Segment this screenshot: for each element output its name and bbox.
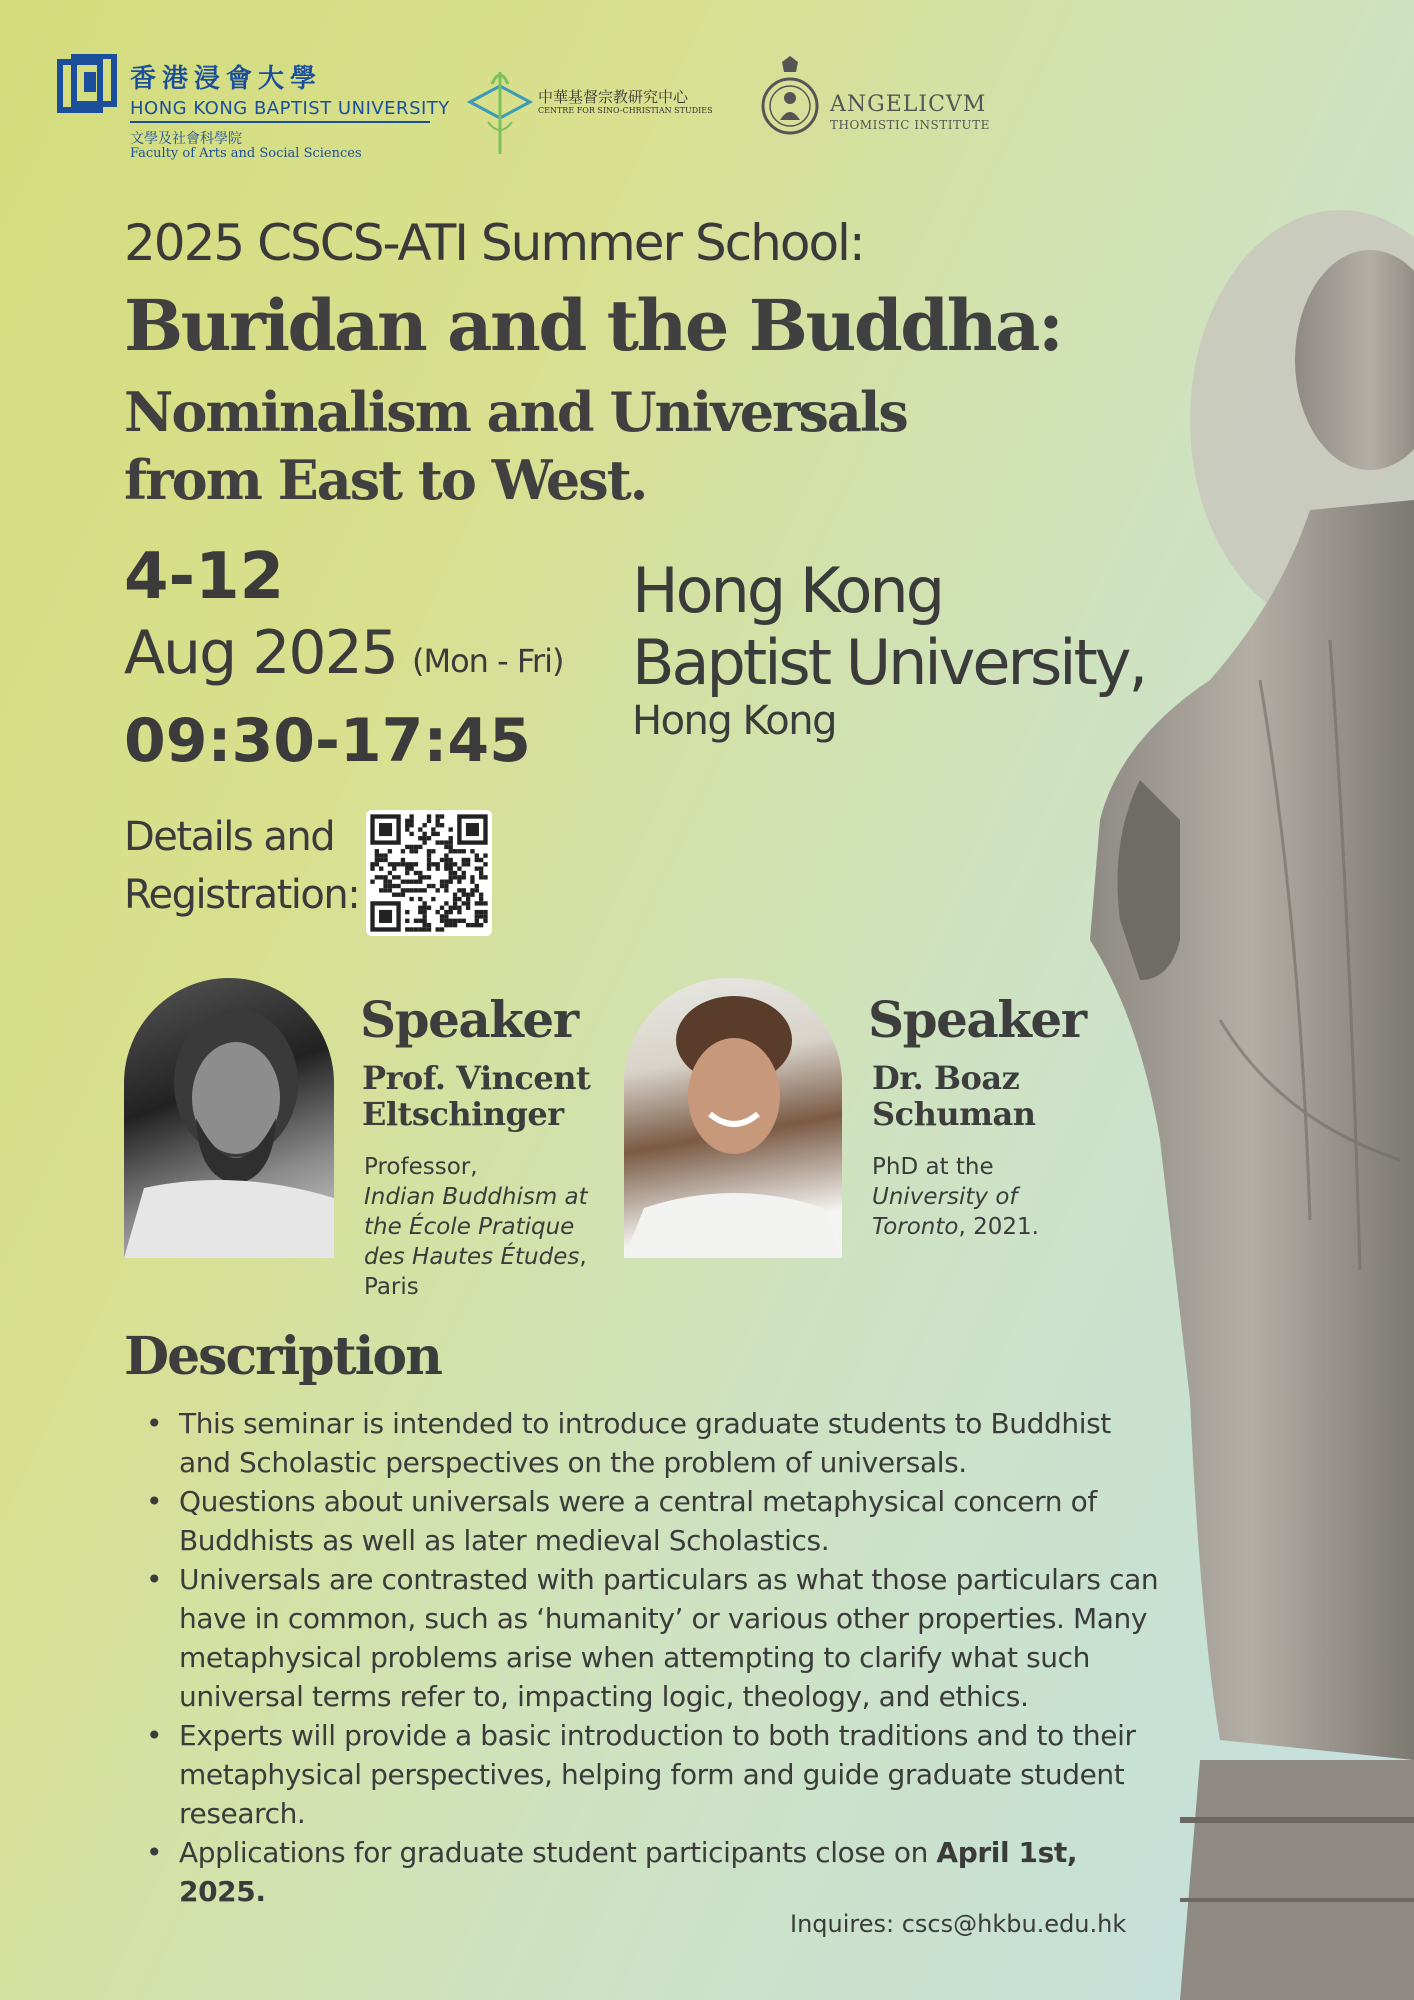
- event-title: Buridan and the Buddha:: [124, 284, 1062, 367]
- speaker-photo-schuman: [624, 978, 842, 1258]
- speaker-2-name: [872, 1060, 1035, 1132]
- speaker-1-role-line-2: Indian Buddhism at: [364, 1184, 588, 1210]
- hkbu-chinese-name: 香港浸會大學: [130, 64, 323, 94]
- speaker-1-role-line-1: Professor,: [364, 1154, 478, 1180]
- angelicum-name: ANGELICVM: [830, 92, 987, 117]
- event-dates: 4-12: [124, 540, 285, 614]
- description-bullet: • Experts will provide a basic introduction to both traditions and to their metaphysical perspectives, helping form and guide graduate student research.: [146, 1716, 1166, 1833]
- cscs-english-name: CENTRE FOR SINO-CHRISTIAN STUDIES: [538, 106, 713, 115]
- deadline-text: Applications for graduate student participants close on: [179, 1836, 937, 1869]
- hkbu-divider: [130, 121, 430, 123]
- speaker-2-role: [872, 1152, 1039, 1242]
- description-bullet: • Universals are contrasted with particulars as what those particulars can have in common, such as ‘humanity’ or various other properties. Many metaphysical problems arise when attempting to clarify what such universal terms refer to, impacting logic, theology, and ethics.: [146, 1560, 1166, 1716]
- speaker-1-name-line-1: Prof. Vincent: [362, 1059, 591, 1097]
- registration-line-2: Registration:: [124, 872, 360, 918]
- venue-line-2: Baptist University,: [632, 626, 1146, 699]
- speaker-2-role-line-1: PhD at the: [872, 1154, 994, 1180]
- speaker-2-name-line-2: Schuman: [872, 1095, 1036, 1133]
- speaker-2-role-line-3: Toronto: [872, 1214, 959, 1240]
- hkbu-english-name: HONG KONG BAPTIST UNIVERSITY: [130, 98, 450, 119]
- speaker-2-role-year: , 2021.: [958, 1214, 1039, 1240]
- registration-label: [124, 808, 359, 924]
- event-days: (Mon - Fri): [412, 642, 564, 680]
- description-bullet: • Questions about universals were a central metaphysical concern of Buddhists as well as later medieval Scholastics.: [146, 1482, 1166, 1560]
- speaker-1-name: [362, 1060, 590, 1132]
- venue-city: Hong Kong: [632, 698, 836, 744]
- speaker-1-heading: Speaker: [360, 990, 578, 1049]
- speaker-1-role-comma: ,: [579, 1244, 587, 1270]
- angelicum-seal-icon: [760, 54, 820, 144]
- registration-line-1: Details and: [124, 814, 335, 860]
- speaker-1-role-line-3: the École Pratique: [364, 1214, 575, 1240]
- speaker-photo-eltschinger: [124, 978, 334, 1258]
- speaker-1-role-line-5: Paris: [364, 1274, 419, 1300]
- faculty-english-name: Faculty of Arts and Social Sciences: [130, 146, 362, 161]
- description-bullet: • This seminar is intended to introduce graduate students to Buddhist and Scholastic perspectives on the problem of universals.: [146, 1404, 1166, 1482]
- description-bullet-deadline: [146, 1833, 1166, 1911]
- thomistic-institute-name: THOMISTIC INSTITUTE: [830, 118, 990, 132]
- summer-school-title: 2025 CSCS-ATI Summer School:: [124, 214, 864, 272]
- cscs-logo-icon: [462, 62, 538, 158]
- event-subtitle: [124, 378, 907, 514]
- description-heading: Description: [124, 1326, 441, 1387]
- hkbu-logo-icon: [56, 54, 120, 118]
- description-list: [146, 1404, 1166, 1911]
- inquiries-contact[interactable]: Inquires: cscs@hkbu.edu.hk: [790, 1910, 1127, 1938]
- deadline-date: April 1st, 2025.: [179, 1836, 1078, 1908]
- portrait-icon: [124, 978, 334, 1258]
- speaker-2-role-line-2: University of: [872, 1184, 1018, 1210]
- speaker-1-name-line-2: Eltschinger: [362, 1095, 564, 1133]
- speaker-1-role: [364, 1152, 588, 1302]
- subtitle-line-2: from East to West.: [124, 448, 647, 512]
- speaker-2-heading: Speaker: [868, 990, 1086, 1049]
- event-hours: 09:30-17:45: [124, 706, 531, 776]
- speaker-1-role-line-4: des Hautes Études: [364, 1244, 580, 1270]
- venue-line-1: Hong Kong: [632, 554, 943, 627]
- faculty-chinese-name: 文學及社會科學院: [130, 131, 242, 147]
- portrait-icon: [624, 978, 842, 1258]
- cscs-chinese-name: 中華基督宗教研究中心: [538, 88, 689, 106]
- event-month-year: Aug 2025: [124, 618, 397, 688]
- registration-qr-code[interactable]: [366, 810, 492, 936]
- subtitle-line-1: Nominalism and Universals: [124, 380, 907, 444]
- speaker-2-name-line-1: Dr. Boaz: [872, 1059, 1020, 1097]
